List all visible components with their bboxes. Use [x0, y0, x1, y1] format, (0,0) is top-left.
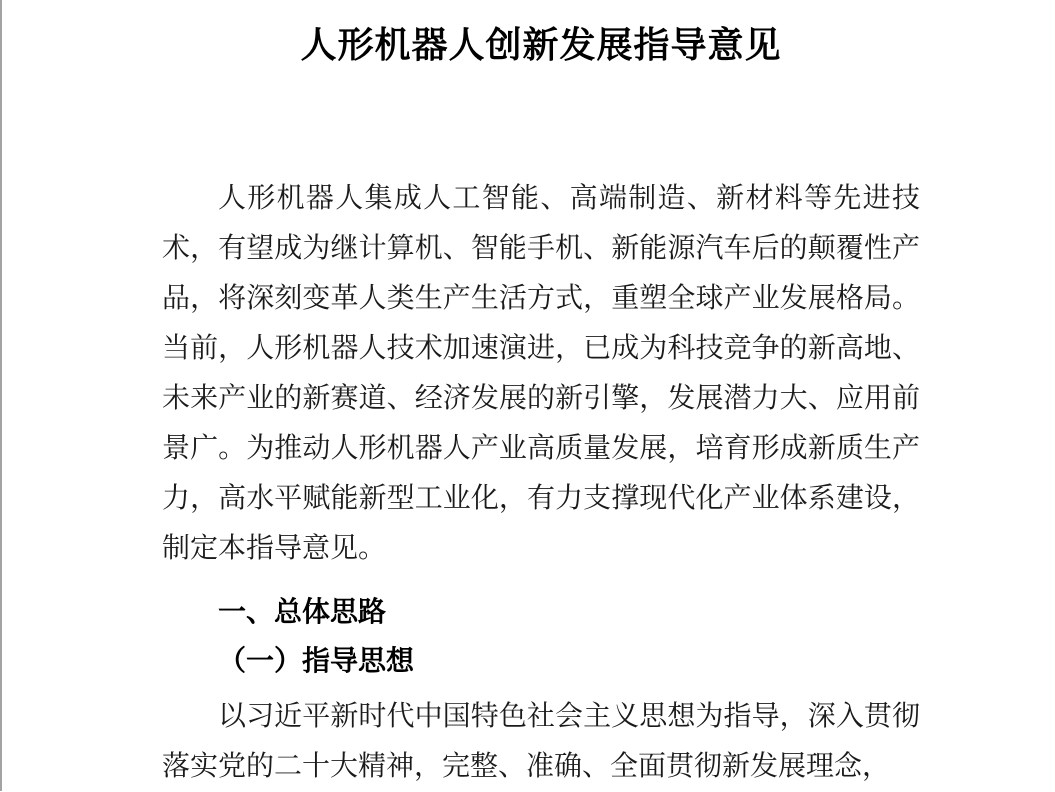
section-heading-overall-approach: 一、总体思路 — [218, 595, 387, 628]
guiding-ideology-paragraph: 以习近平新时代中国特色社会主义思想为指导，深入贯彻落实党的二十大精神，完整、准确、全面贯彻新发展理念， — [162, 701, 920, 782]
subsection-heading-guiding-ideology: （一）指导思想 — [218, 646, 415, 677]
page-edge-line — [0, 0, 2, 791]
document-title: 人形机器人创新发展指导意见 — [300, 25, 782, 65]
document-content-area — [162, 0, 920, 792]
intro-paragraph: 人形机器人集成人工智能、高端制造、新材料等先进技术，有望成为继计算机、智能手机、新能源汽车后的颠覆性产品，将深刻变革人类生产生活方式，重塑全球产业发展格局。当前，人形机器人技术加速演进，已成为科技竞争的新高地、未来产业的新赛道、经济发展的新引擎，发展潜力大、应用前景广。为推动人形机器人产业高质量发展，培育形成新质生产力，高水平赋能新型工业化，有力支撑现代化产业体系建设，制定本指导意见。 — [162, 183, 920, 564]
